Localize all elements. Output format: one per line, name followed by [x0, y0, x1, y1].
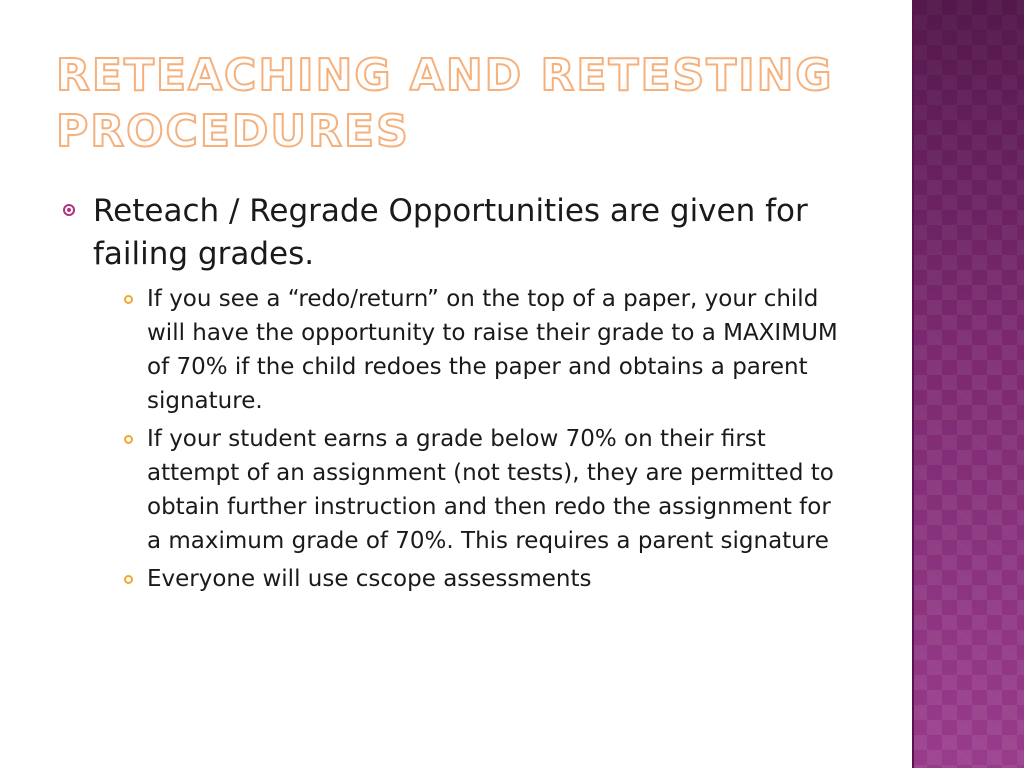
- bullet-text: Reteach / Regrade Opportunities are given for failing grades.: [93, 193, 808, 272]
- ring-bullet-icon: [124, 575, 133, 584]
- sub-bullet-text: If your student earns a grade below 70% on their first attempt of an assignment (not tests), they are permitted to obtain further instruction and then redo the assignment for a maximum grade of 70%. This requires a parent signature: [147, 426, 834, 554]
- sub-bullet-item: [147, 562, 850, 596]
- sidebar-divider: [912, 0, 914, 768]
- sub-bullet-item: [147, 282, 850, 418]
- ring-bullet-icon: [124, 295, 133, 304]
- sub-bullet-text: If you see a “redo/return” on the top of a paper, your child will have the opportunity to raise their grade to a MAXIMUM of 70% if the child redoes the paper and obtains a parent signature.: [147, 286, 838, 414]
- bullet-item: [60, 190, 850, 276]
- sub-bullet-list: [60, 282, 850, 596]
- ring-bullet-icon: [124, 435, 133, 444]
- circle-bullet-icon: [63, 204, 75, 216]
- slide-title: RETEACHING AND RETESTING PROCEDURES: [56, 50, 834, 157]
- slide-body: [60, 190, 850, 600]
- sub-bullet-item: [147, 422, 850, 558]
- sub-bullet-text: Everyone will use cscope assessments: [147, 566, 592, 592]
- decorative-sidebar: [912, 0, 1024, 768]
